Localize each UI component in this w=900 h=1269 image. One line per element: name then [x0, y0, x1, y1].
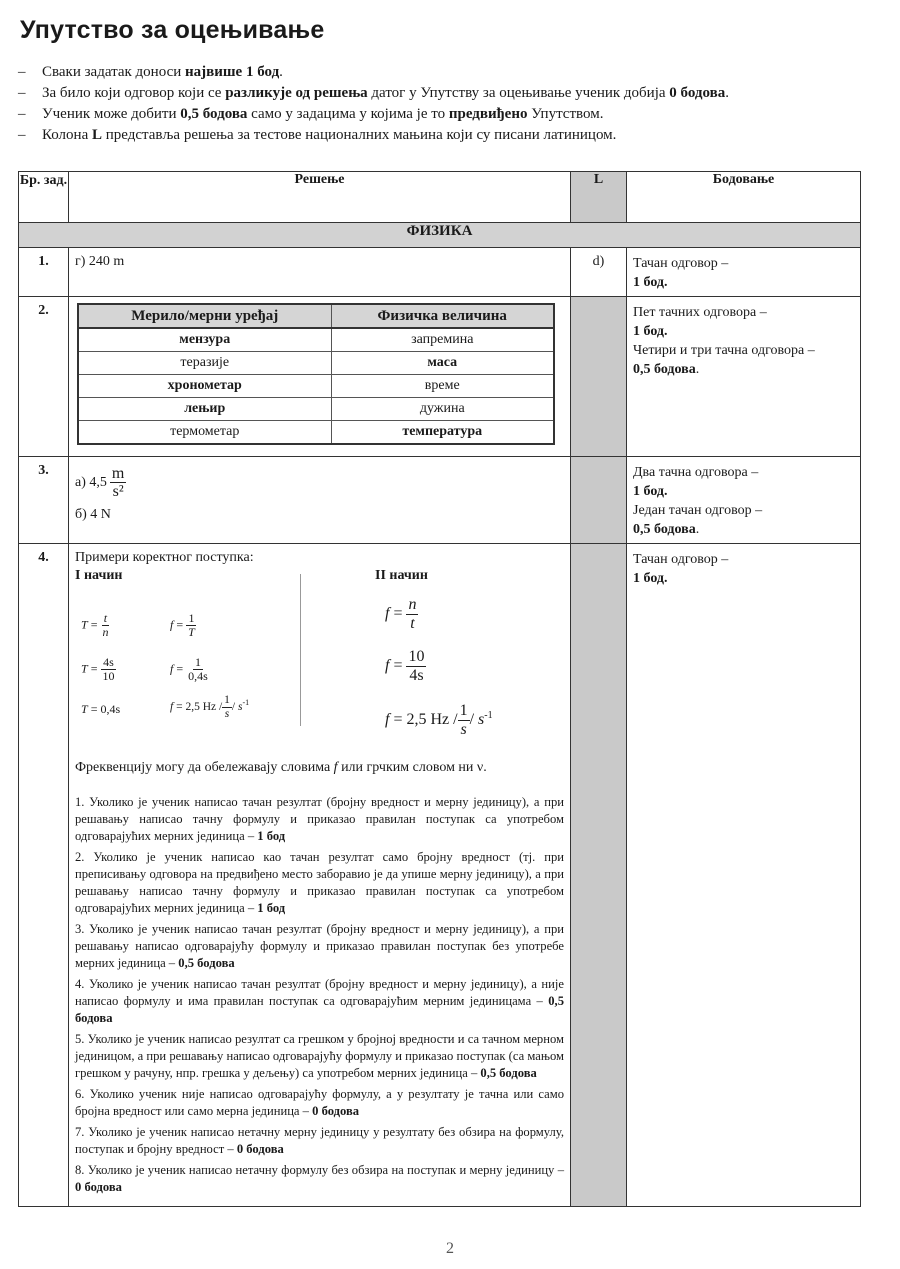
table-row	[19, 297, 861, 457]
q4-formula-f-n: f = $\frac{n}{t}$	[385, 596, 417, 632]
table-row	[19, 248, 861, 297]
header-solution: Решење	[69, 172, 571, 223]
q1-scoring: Тачан одговор – 1 бод.	[627, 248, 861, 297]
q4-intro: Примери коректног поступка:	[75, 550, 254, 565]
q1-latin-answer: d)	[571, 248, 627, 297]
list-item: 3. Уколико је ученик написао тачан резултат (бројну вредност и мерну јединицу), а при решавању написао одговарајућу формулу и приказао правилан поступак без употребе мерних јединица – 0,5 бодова	[75, 922, 564, 970]
q4-way-1: I начин	[75, 568, 123, 583]
q2-col-instrument: Мерило/мерни уређај	[78, 304, 331, 328]
q4-formula-f-value: f = $\frac{1}{0,4s}$	[170, 655, 208, 684]
question-number: 1.	[19, 248, 69, 297]
q3-latin-empty	[571, 457, 627, 544]
q4-formulas	[75, 566, 564, 756]
q2-row: термометар температура	[78, 421, 554, 445]
table-row	[19, 457, 861, 544]
q2-row: лењир дужина	[78, 398, 554, 421]
question-number: 4.	[19, 544, 69, 1207]
q4-result-f: f = 2,5 Hz / $\frac{1}{s}$ / $s^{-1}$	[170, 694, 250, 720]
instruction-item: – За било који одговор који се разликује од решења датог у Упутству за оцењивање ученик добија 0 бодова.	[18, 85, 729, 101]
header-latin: L	[571, 172, 627, 223]
q4-formula-t-value: T = $\frac{4s}{10}$	[81, 655, 115, 684]
q2-scoring: Пет тачних одговора – 1 бод. Четири и три тачна одговора – 0,5 бодова.	[627, 297, 861, 457]
q2-matching-table	[77, 303, 555, 445]
q4-divider	[300, 574, 301, 726]
q1-answer: г) 240 m	[69, 248, 571, 297]
table-header-row	[19, 172, 861, 223]
q4-formula-f: f = $\frac{1}{T}$	[170, 611, 195, 640]
instructions-list	[18, 62, 888, 146]
q2-solution	[69, 297, 571, 457]
list-item: 7. Уколико је ученик написао нетачну мерну јединицу у резултату без обзира на формулу, поступак и бројну вредност – 0 бодова	[75, 1125, 564, 1156]
q4-latin-empty	[571, 544, 627, 1207]
list-item: 8. Уколико је ученик написао нетачну формулу без обзира на поступак и мерну јединицу – 0 бодова	[75, 1163, 564, 1194]
scoring-table	[18, 171, 861, 1207]
list-item: 1. Уколико је ученик написао тачан резултат (бројну вредност и мерну јединицу), а при решавању написао тачну формулу и приказао правилан поступак са употребом одговарајућих мерних јединица – 1 бод	[75, 795, 564, 843]
q4-formula-t: T = $\frac{t}{n}$	[81, 611, 109, 640]
list-item: 5. Уколико је ученик написао резултат са грешком у бројној вредности и са тачном мерном јединицом, а при решавању написао одговарајућу формулу и приказао поступак (са мањом грешком у рачуну, нпр. грешка у дељењу) са употребом мерних јединица – 0,5 бодова	[75, 1032, 564, 1080]
header-num: Бр. зад.	[19, 172, 69, 223]
q2-row: мензура запремина	[78, 328, 554, 352]
q2-latin-empty	[571, 297, 627, 457]
q4-formula-f-10: f = $\frac{10}{4s}$	[385, 648, 425, 684]
q3-answer-b: б) 4 N	[75, 507, 111, 522]
q4-result-f-2: f = 2,5 Hz / $\frac{1}{s}$ / $s^{-1}$	[385, 702, 493, 738]
q4-frequency-note: Фреквенцију могу да обележавају словима f или грчким словом ни ν.	[75, 760, 487, 775]
q4-solution	[69, 544, 571, 1207]
table-row	[19, 544, 861, 1207]
q2-row: теразије маса	[78, 352, 554, 375]
q3-solution: а) 4,5 $\frac{m}{\text{s²}}$ б) 4 N	[69, 457, 571, 544]
page-number: 2	[446, 1240, 454, 1257]
question-number: 2.	[19, 297, 69, 457]
question-number: 3.	[19, 457, 69, 544]
q4-way-2: II начин	[375, 568, 428, 583]
q2-col-quantity: Физичка величина	[331, 304, 554, 328]
section-row	[19, 223, 861, 248]
q3-answer-a: а) 4,5	[75, 475, 107, 490]
section-title: ФИЗИКА	[19, 223, 861, 248]
q4-result-t: T = 0,4s	[81, 702, 121, 716]
q4-scoring: Тачан одговор – 1 бод.	[627, 544, 861, 1207]
page-title: Упутство за оцењивање	[20, 16, 325, 44]
header-scoring: Бодовање	[627, 172, 861, 223]
instruction-item: – Колона L представља решења за тестове националних мањина који су писани латиницом.	[18, 127, 617, 143]
instruction-item: – Ученик може добити 0,5 бодова само у задацима у којима је то предвиђено Упутством.	[18, 106, 604, 122]
q3-scoring: Два тачна одговора – 1 бод. Један тачан одговор – 0,5 бодова.	[627, 457, 861, 544]
list-item: 6. Уколико ученик није написао одговарајућу формулу, а у резултату је тачна или само бројна вредност или само мерна јединица – 0 бодова	[75, 1087, 564, 1118]
q4-criteria-list	[75, 794, 564, 1196]
q2-row: хронометар време	[78, 375, 554, 398]
list-item: 2. Уколико је ученик написао као тачан резултат само бројну вредност (тј. при преписивању одговора на предвиђено место заборавио је да упише мерну јединицу), а при решавању написао тачну формулу и приказао правилан поступак са употребом одговарајућих мерних јединица – 1 бод	[75, 850, 564, 915]
list-item: 4. Уколико је ученик написао тачан резултат (бројну вредност и мерну јединицу), а није написао формулу и има правилан поступак са одговарајућим мерним јединицама – 0,5 бодова	[75, 977, 564, 1025]
instruction-item: – Сваки задатак доноси највише 1 бод.	[18, 64, 283, 80]
